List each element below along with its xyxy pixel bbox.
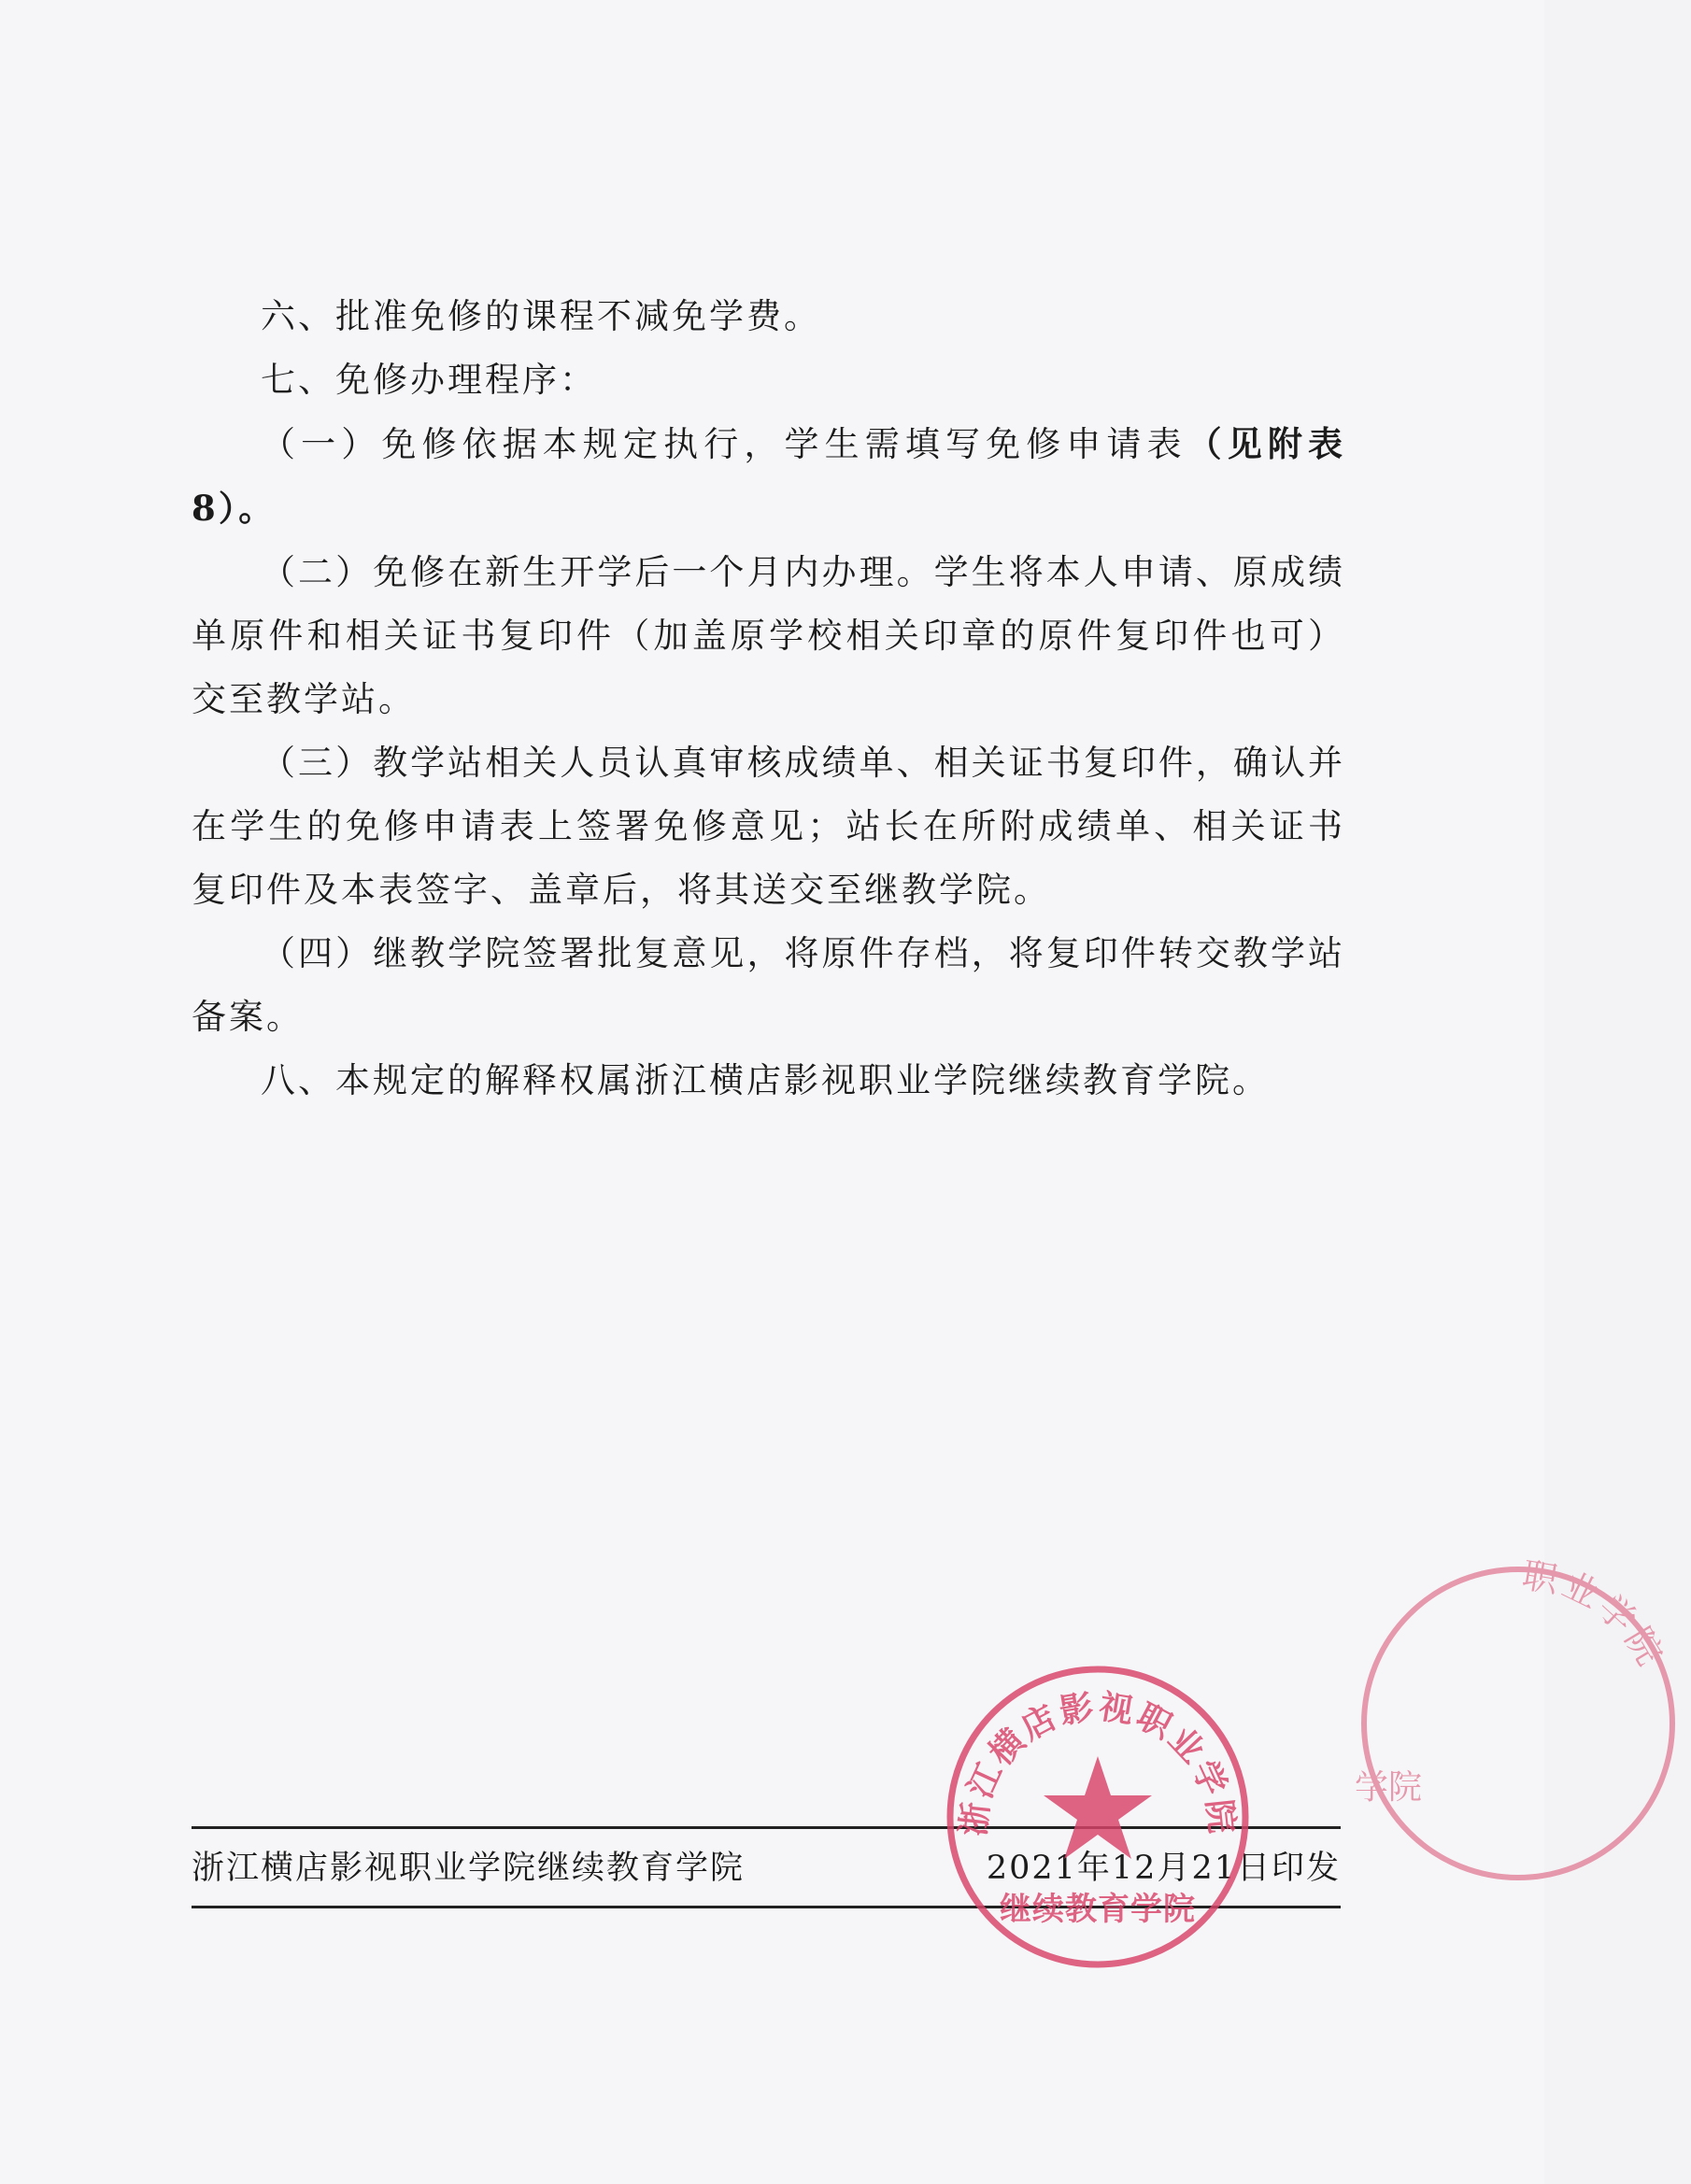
paragraph-7-4: （四）继教学院签署批复意见，将原件存档，将复印件转交教学站备案。 — [192, 933, 1345, 1037]
svg-text:继续教育学院: 继续教育学院 — [1000, 1891, 1196, 1928]
partial-seal-icon — [1345, 1551, 1691, 1896]
document-body — [192, 285, 1345, 1113]
attachment-reference: （见附表8）。 — [192, 423, 1346, 529]
svg-text:浙江横店影视职业学院: 浙江横店影视职业学院 — [953, 1686, 1243, 1838]
partial-seal-container — [1345, 1551, 1673, 1896]
paragraph-7-1: （一）免修依据本规定执行，学生需填写免修申请表（见附表8）。 — [192, 423, 1346, 529]
paragraph-7-2: （二）免修在新生开学后一个月内办理。学生将本人申请、原成绩单原件和相关证书复印件（加盖原学校相关印章的原件复印件也可）交至教学站。 — [192, 552, 1345, 719]
footer-date: 2021年12月21日印发 — [986, 1850, 1341, 1887]
svg-text:学院: 学院 — [1355, 1768, 1423, 1807]
paragraph-6: 六、批准免修的课程不减免学费。 — [261, 296, 821, 336]
official-seal-icon — [934, 1653, 1261, 1980]
paragraph-7-3: （三）教学站相关人员认真审核成绩单、相关证书复印件，确认并在学生的免修申请表上签署免修意见；站长在所附成绩单、相关证书复印件及本表签字、盖章后，将其送交至继教学院。 — [192, 743, 1345, 910]
svg-text:职业学院: 职业学院 — [1519, 1554, 1673, 1676]
paragraph-8: 八、本规定的解释权属浙江横店影视职业学院继续教育学院。 — [261, 1060, 1270, 1100]
footer-organization: 浙江横店影视职业学院继续教育学院 — [192, 1850, 746, 1887]
paragraph-7: 七、免修办理程序： — [261, 360, 597, 400]
